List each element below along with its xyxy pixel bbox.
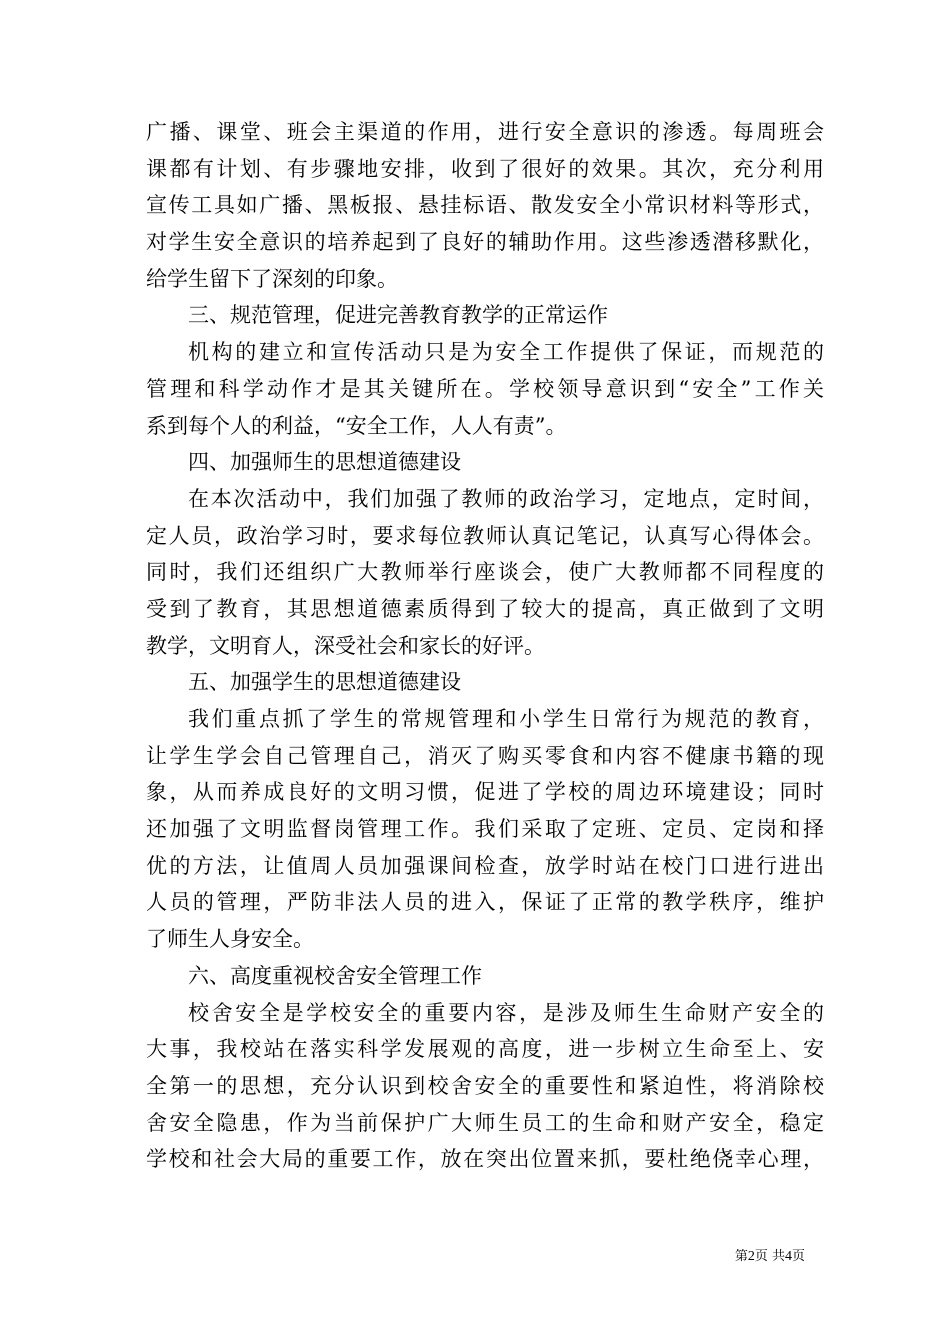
text-line: 定人员，政治学习时，要求每位教师认真记笔记，认真写心得体会。 [146,523,824,548]
text-line: 校舍安全是学校安全的重要内容，是涉及师生生命财产安全的 [188,1000,824,1025]
text-line: 系到每个人的利益，“安全工作，人人有责”。 [146,413,567,438]
text-line: 了师生人身安全。 [146,927,314,952]
text-line: 受到了教育，其思想道德素质得到了较大的提高，真正做到了文明 [146,596,824,621]
text-line: 优的方法，让值周人员加强课间检查，放学时站在校门口进行进出 [146,853,824,878]
section-heading: 五、加强学生的思想道德建设 [188,670,461,695]
footer-suffix: 页 [791,1249,805,1264]
footer-middle: 页 共 [754,1249,785,1264]
text-line: 象，从而养成良好的文明习惯，促进了学校的周边环境建设；同时 [146,780,824,805]
current-page-number: 2 [747,1249,755,1264]
text-line: 还加强了文明监督岗管理工作。我们采取了定班、定员、定岗和择 [146,817,824,842]
text-line: 机构的建立和宣传活动只是为安全工作提供了保证，而规范的 [188,340,824,365]
text-line: 广播、课堂、班会主渠道的作用，进行安全意识的渗透。每周班会 [146,120,824,144]
text-line: 舍安全隐患，作为当前保护广大师生员工的生命和财产安全，稳定 [146,1110,824,1135]
text-line: 在本次活动中，我们加强了教师的政治学习，定地点，定时间， [188,486,824,511]
section-heading: 四、加强师生的思想道德建设 [188,450,461,475]
section-heading: 六、高度重视校舍安全管理工作 [188,963,482,988]
text-line: 教学，文明育人，深受社会和家长的好评。 [146,633,545,658]
text-line: 全第一的思想，充分认识到校舍安全的重要性和紧迫性，将消除校 [146,1073,824,1098]
section-heading: 三、规范管理，促进完善教育教学的正常运作 [188,303,608,328]
text-line: 宣传工具如广播、黑板报、悬挂标语、散发安全小常识材料等形式， [146,193,824,218]
text-line: 让学生学会自己管理自己，消灭了购买零食和内容不健康书籍的现 [146,743,824,768]
text-line: 课都有计划、有步骤地安排，收到了很好的效果。其次，充分利用 [146,156,824,181]
text-line: 对学生安全意识的培养起到了良好的辅助作用。这些渗透潜移默化， [146,230,824,255]
text-line: 我们重点抓了学生的常规管理和小学生日常行为规范的教育， [188,707,824,731]
body-text [146,114,824,1178]
text-line: 人员的管理，严防非法人员的进入，保证了正常的教学秩序，维护 [146,890,824,915]
footer-prefix: 第 [734,1249,748,1264]
total-page-number: 4 [784,1249,792,1264]
page-footer [735,1248,805,1266]
text-line: 学校和社会大局的重要工作，放在突出位置来抓，要杜绝侥幸心理， [146,1147,824,1172]
text-line: 给学生留下了深刻的印象。 [146,266,398,291]
text-line: 大事，我校站在落实科学发展观的高度，进一步树立生命至上、安 [146,1037,824,1062]
text-line: 管理和科学动作才是其关键所在。学校领导意识到“安全”工作关 [146,376,824,401]
text-line: 同时，我们还组织广大教师举行座谈会，使广大教师都不同程度的 [146,560,824,585]
